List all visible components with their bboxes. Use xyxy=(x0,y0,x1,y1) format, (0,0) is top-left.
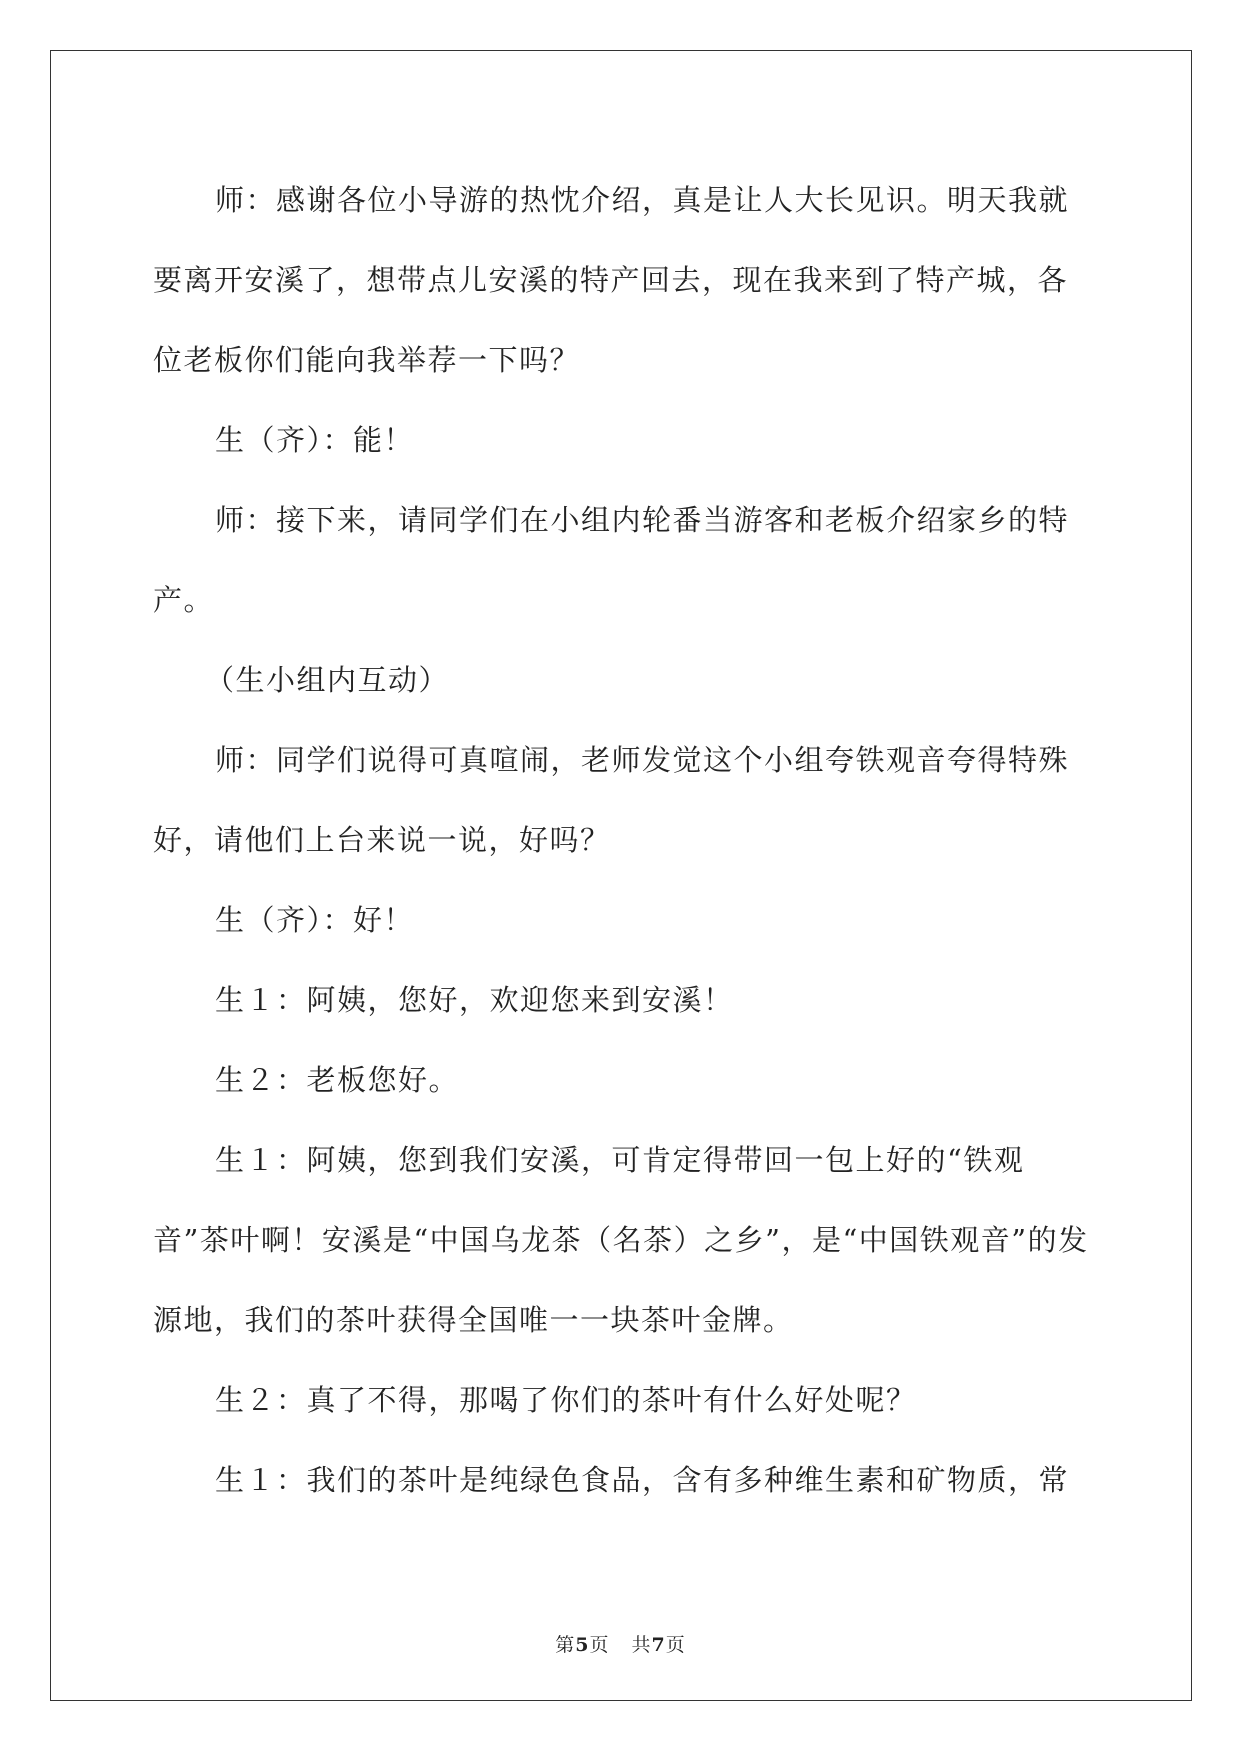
paragraph-1: 师：感谢各位小导游的热忱介绍，真是让人大长见识。明天我就要离开安溪了，想带点儿安溪的特产回去，现在我来到了特产城，各位老板你们能向我举荐一下吗？ xyxy=(153,183,1070,377)
footer-page-number: 5 xyxy=(575,1634,590,1656)
paragraph-9: 生１：阿姨，您到我们安溪，可肯定得带回一包上好的“铁观音”茶叶啊！安溪是“中国乌龙茶（名茶）之乡”，是“中国铁观音”的发源地，我们的茶叶获得全国唯一一块茶叶金牌。 xyxy=(153,1143,1089,1337)
paragraph-10: 生２：真了不得，那喝了你们的茶叶有什么好处呢？ xyxy=(215,1383,917,1417)
paragraph-8: 生２：老板您好。 xyxy=(215,1063,460,1097)
footer-total-pages: 7 xyxy=(651,1634,666,1656)
paragraph-11: 生１：我们的茶叶是纯绿色食品，含有多种维生素和矿物质，常 xyxy=(215,1463,1070,1497)
page-footer xyxy=(0,1630,1241,1657)
paragraph-4: （生小组内互动） xyxy=(205,663,450,697)
paragraph-3: 师：接下来，请同学们在小组内轮番当游客和老板介绍家乡的特产。 xyxy=(153,503,1070,617)
paragraph-7: 生１：阿姨，您好，欢迎您来到安溪！ xyxy=(215,983,734,1017)
footer-total-suffix: 页 xyxy=(665,1634,686,1656)
paragraph-5: 师：同学们说得可真喧闹，老师发觉这个小组夸铁观音夸得特殊好，请他们上台来说一说，好吗？ xyxy=(153,743,1070,857)
footer-prefix: 第 xyxy=(555,1634,576,1656)
footer-page-suffix: 页 xyxy=(589,1634,610,1656)
document-body xyxy=(153,160,1093,1520)
paragraph-2: 生（齐）：能！ xyxy=(215,423,415,457)
paragraph-6: 生（齐）：好！ xyxy=(215,903,415,937)
footer-total-prefix: 共 xyxy=(631,1634,652,1656)
